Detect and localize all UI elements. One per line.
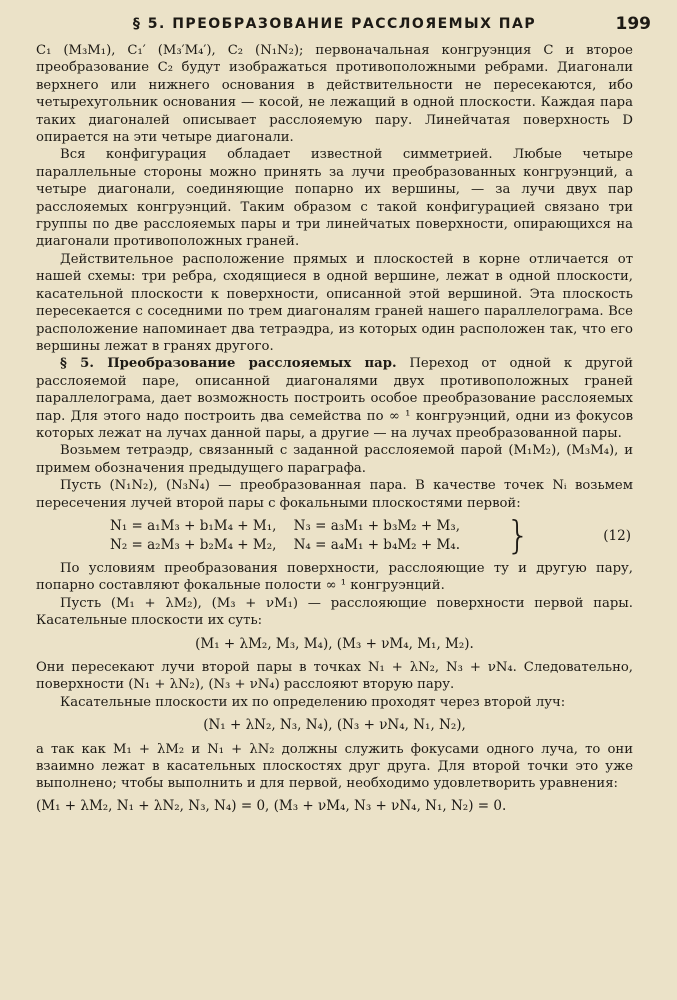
eq12-line1-right: N₃ = a₃M₁ + b₃M₂ + M₃,	[293, 517, 461, 534]
paragraph-4: Переход от одной к другой расслояемой паре, описанной диагоналями двух противоположных граней параллелограма, дает возможность построить особое преобразование расслояемых пар. Для этого надо построить два семейства по ∞ ¹ конгруэнций, одни из фокусов которых лежат на лучах данной пары, а другие — на лучах преобразованной пары.	[36, 356, 633, 441]
paragraph-6: Пусть (N₁N₂), (N₃N₄) — преобразованная пара. В качестве точек Nᵢ возьмем пересечения лучей второй пары с фокальными плоскостями первой:	[36, 478, 633, 511]
page-body	[36, 42, 633, 815]
equation-12	[36, 512, 633, 557]
equation-tangent-second: (N₁ + λN₂, N₃, N₄), (N₃ + νN₄, N₁, N₂),	[203, 717, 466, 734]
paragraph-3: Действительное расположение прямых и плоскостей в корне отличается от нашей схемы: три ребра, сходящиеся в одной вершине, лежат в одной плоскости, касательной плоскости к поверхности, описанной этой вершиной. Эта плоскость пересекается с соседними по трем диагоналям граней нашего параллелограма. Все расположение напоминает два тетраэдра, из которых один расположен так, что его вершины лежат в гранях другого.	[36, 251, 633, 354]
paragraph-5: Возьмем тетраэдр, связанный с заданной расслояемой парой (M₁M₂), (M₃M₄), и примем обозначения предыдущего параграфа.	[36, 443, 633, 476]
paragraph-8: Пусть (M₁ + λM₂), (M₃ + νM₁) — расслояющие поверхности первой пары. Касательные плоскости их суть:	[36, 595, 633, 629]
paragraph-2: Вся конфигурация обладает известной симметрией. Любые четыре параллельные стороны можно принять за лучи преобразованных конгруэнций, а четыре диагонали, соединяющие попарно их вершины, — за лучи двух пар расслояемых конгруэнций. Таким образом с такой конфигурацией связано три группы по две расслояемых пары и три линейчатых поверхности, опирающихся на диагонали противоположных граней.	[36, 147, 633, 250]
right-brace: }	[506, 512, 531, 557]
page-number: 199	[615, 14, 651, 34]
equation-tangent-first: (M₁ + λM₂, M₃, M₄), (M₃ + νM₄, M₁, M₂).	[195, 635, 474, 652]
section-paragraph	[36, 355, 633, 442]
paragraph-9: Они пересекают лучи второй пары в точках N₁ + λN₂, N₃ + νN₄. Следовательно, поверхности (N₁ + λN₂), (N₃ + νN₄) расслояют вторую пару.	[36, 660, 633, 693]
equation-final: (M₁ + λM₂, N₁ + λN₂, N₃, N₄) = 0, (M₃ + νM₄, N₃ + νN₄, N₁, N₂) = 0.	[36, 797, 507, 814]
eq12-line2-right: N₄ = a₄M₁ + b₄M₂ + M₄.	[293, 536, 461, 553]
paragraph-1: C₁ (M₃M₁), C₁′ (M₃′M₄′), C₂ (N₁N₂); первоначальная конгруэнция C и второе преобразование C₂ будут изображаться противоположными ребрами. Диагонали верхнего или нижнего основания в действительности не пересекаются, ибо четырехугольник основания — косой, не лежащий в одной плоскости. Каждая пара таких диагоналей описывает расслояемую пару. Линейчатая поверхность D опирается на эти четыре диагонали.	[36, 43, 633, 146]
page-header	[36, 12, 651, 38]
paragraph-11: а так как M₁ + λM₂ и N₁ + λN₂ должны служить фокусами одного луча, то они взаимно лежат в касательных плоскостях друг друга. Для второй точки это уже выполнено; чтобы выполнить и для первой, необходимо удовлетворить уравнения:	[36, 741, 633, 792]
eq12-line2-left: N₂ = a₂M₃ + b₂M₄ + M₂,	[110, 536, 277, 553]
eq12-line1-left: N₁ = a₁M₃ + b₁M₄ + M₁,	[110, 517, 277, 534]
equation-number: (12)	[603, 527, 631, 544]
paragraph-10: Касательные плоскости их по определению проходят через второй луч:	[60, 694, 566, 710]
section-title: § 5. Преобразование расслояемых пар.	[60, 356, 397, 372]
paragraph-7: По условиям преобразования поверхности, расслояющие ту и другую пару, попарно составляют фокальные полости ∞ ¹ конгруэнций.	[36, 560, 633, 594]
running-head: § 5. ПРЕОБРАЗОВАНИЕ РАССЛОЯЕМЫХ ПАР	[132, 16, 537, 32]
